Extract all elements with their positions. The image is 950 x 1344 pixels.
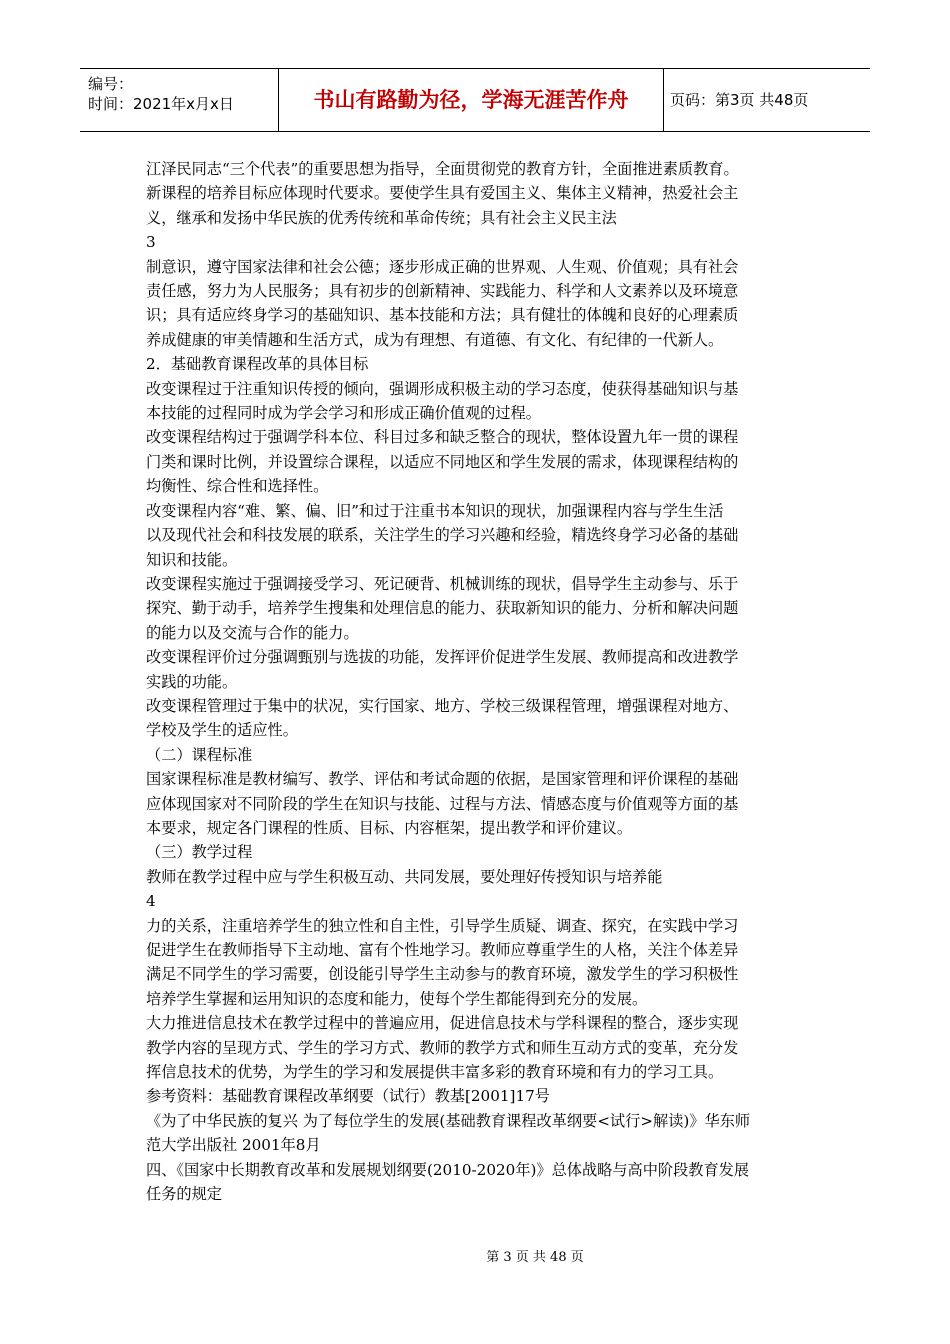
text-line: 应体现国家对不同阶段的学生在知识与技能、过程与方法、情感态度与价值观等方面的基 bbox=[146, 794, 739, 813]
text-line: 以及现代社会和科技发展的联系，关注学生的学习兴趣和经验，精选终身学习必备的基础 bbox=[146, 526, 739, 545]
header-page-label: 页码：第3页 共48页 bbox=[670, 91, 809, 109]
text-line: 改变课程评价过分强调甄别与选拔的功能，发挥评价促进学生发展、教师提高和改进教学 bbox=[146, 648, 739, 667]
text-line: 参考资料：基础教育课程改革纲要（试行）教基[2001]17号 bbox=[146, 1087, 550, 1106]
header-motto: 书山有路勤为径，学海无涯苦作舟 bbox=[279, 69, 664, 131]
text-line: （三）教学过程 bbox=[146, 843, 253, 862]
text-line: 培养学生掌握和运用知识的态度和能力，使每个学生都能得到充分的发展。 bbox=[146, 989, 648, 1008]
text-line: 新课程的培养目标应体现时代要求。要使学生具有爱国主义、集体主义精神，热爱社会主 bbox=[146, 184, 739, 203]
text-line: （二）课程标准 bbox=[146, 745, 253, 764]
code-label: 编号： bbox=[88, 75, 134, 93]
text-line: 识；具有适应终身学习的基础知识、基本技能和方法；具有健壮的体魄和良好的心理素质 bbox=[146, 306, 739, 325]
text-line: 本技能的过程同时成为学会学习和形成正确价值观的过程。 bbox=[146, 404, 541, 423]
header-left-cell bbox=[80, 69, 279, 131]
text-line: 门类和课时比例，并设置综合课程，以适应不同地区和学生发展的需求，体现课程结构的 bbox=[146, 452, 739, 471]
time-label: 时间：2021年x月x日 bbox=[88, 95, 234, 113]
text-line: 制意识，遵守国家法律和社会公德；逐步形成正确的世界观、人生观、价值观；具有社会 bbox=[146, 257, 739, 276]
text-line: 实践的功能。 bbox=[146, 672, 238, 691]
text-line: 江泽民同志“三个代表”的重要思想为指导，全面贯彻党的教育方针，全面推进素质教育。 bbox=[146, 160, 739, 178]
text-line: 的能力以及交流与合作的能力。 bbox=[146, 623, 359, 642]
text-line: 2．基础教育课程改革的具体目标 bbox=[146, 355, 369, 374]
page-footer: 第 3 页 共 48 页 bbox=[486, 1250, 584, 1265]
text-line: 国家课程标准是教材编写、教学、评估和考试命题的依据，是国家管理和评价课程的基础 bbox=[146, 770, 739, 789]
document-body bbox=[146, 157, 810, 1206]
text-line: 范大学出版社 2001年8月 bbox=[146, 1136, 321, 1155]
text-line: 改变课程内容“难、繁、偏、旧”和过于注重书本知识的现状，加强课程内容与学生生活 bbox=[146, 501, 724, 520]
page-header bbox=[80, 68, 870, 132]
text-line: 任务的规定 bbox=[146, 1185, 222, 1204]
text-line: 改变课程管理过于集中的状况，实行国家、地方、学校三级课程管理，增强课程对地方、 bbox=[146, 696, 739, 715]
text-line: 挥信息技术的优势，为学生的学习和发展提供丰富多彩的教育环境和有力的学习工具。 bbox=[146, 1063, 724, 1082]
text-line: 改变课程实施过于强调接受学习、死记硬背、机械训练的现状，倡导学生主动参与、乐于 bbox=[146, 574, 739, 593]
text-line: 《为了中华民族的复兴 为了每位学生的发展(基础教育课程改革纲要<试行>解读)》华东师 bbox=[146, 1111, 751, 1130]
text-line: 责任感，努力为人民服务；具有初步的创新精神、实践能力、科学和人文素养以及环境意 bbox=[146, 282, 739, 301]
text-line: 探究、勤于动手，培养学生搜集和处理信息的能力、获取新知识的能力、分析和解决问题 bbox=[146, 599, 739, 618]
text-line: 改变课程过于注重知识传授的倾向，强调形成积极主动的学习态度，使获得基础知识与基 bbox=[146, 379, 739, 398]
text-line: 四、《国家中长期教育改革和发展规划纲要(2010-2020年)》总体战略与高中阶段教育发展 bbox=[146, 1160, 750, 1179]
text-line: 改变课程结构过于强调学科本位、科目过多和缺乏整合的现状，整体设置九年一贯的课程 bbox=[146, 428, 739, 447]
text-line: 教师在教学过程中应与学生积极互动、共同发展，要处理好传授知识与培养能 bbox=[146, 867, 663, 886]
text-line: 4 bbox=[146, 892, 156, 911]
text-line: 3 bbox=[146, 233, 156, 252]
text-line: 本要求，规定各门课程的性质、目标、内容框架，提出教学和评价建议。 bbox=[146, 818, 632, 837]
text-line: 学校及学生的适应性。 bbox=[146, 721, 298, 740]
text-line: 促进学生在教师指导下主动地、富有个性地学习。教师应尊重学生的人格，关注个体差异 bbox=[146, 941, 739, 959]
text-line: 义，继承和发扬中华民族的优秀传统和革命传统；具有社会主义民主法 bbox=[146, 208, 617, 227]
text-line: 知识和技能。 bbox=[146, 550, 238, 569]
text-line: 养成健康的审美情趣和生活方式，成为有理想、有道德、有文化、有纪律的一代新人。 bbox=[146, 330, 724, 349]
text-line: 均衡性、综合性和选择性。 bbox=[146, 477, 329, 496]
text-line: 力的关系，注重培养学生的独立性和自主性，引导学生质疑、调查、探究，在实践中学习 bbox=[146, 916, 739, 935]
text-line: 满足不同学生的学习需要，创设能引导学生主动参与的教育环境，激发学生的学习积极性 bbox=[146, 965, 739, 984]
text-line: 教学内容的呈现方式、学生的学习方式、教师的教学方式和师生互动方式的变革，充分发 bbox=[146, 1038, 739, 1057]
text-line: 大力推进信息技术在教学过程中的普遍应用，促进信息技术与学科课程的整合，逐步实现 bbox=[146, 1014, 739, 1033]
